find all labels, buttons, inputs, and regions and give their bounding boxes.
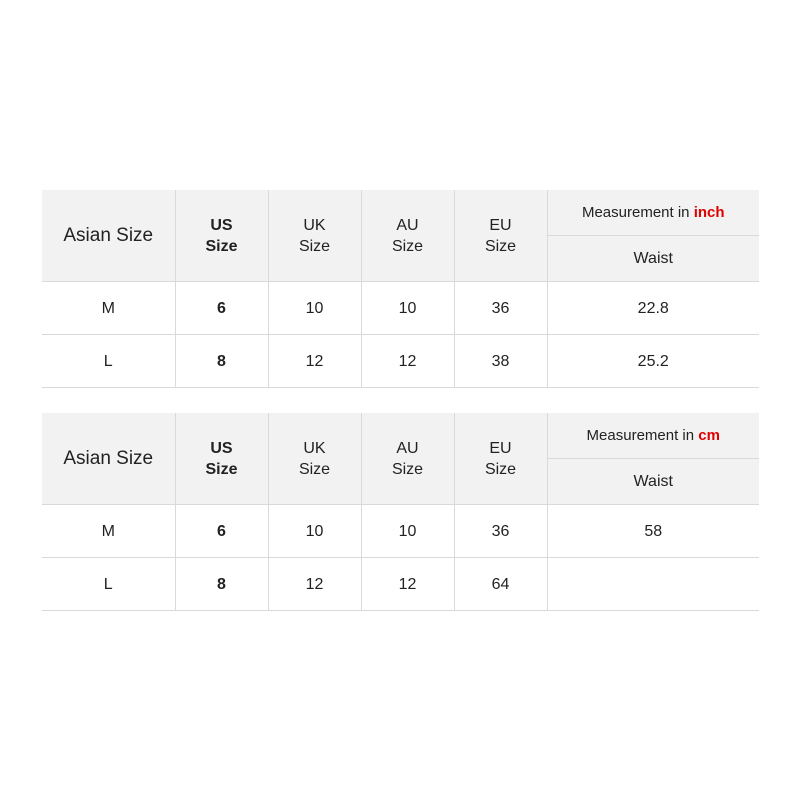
size-chart-inch (42, 190, 759, 388)
us-size-cell: 6 (175, 505, 268, 558)
uk-size-cell: 12 (268, 558, 361, 611)
eu-size-header-line2: Size (484, 460, 517, 478)
au-size-cell: 10 (361, 282, 454, 335)
uk-size-cell: 10 (268, 282, 361, 335)
asian-size-header: Asian Size (42, 413, 175, 505)
asian-size-cell: M (42, 505, 175, 558)
measurement-header (547, 413, 759, 459)
uk-size-header-line1: UK (303, 216, 326, 234)
au-size-header-line1: AU (396, 439, 419, 457)
measurement-prefix: Measurement in (586, 427, 699, 444)
waist-cell: 22.8 (547, 282, 759, 335)
measurement-prefix: Measurement in (581, 204, 694, 221)
eu-size-header-line2: Size (484, 237, 517, 255)
table-row (42, 505, 759, 558)
uk-size-header-line2: Size (298, 460, 331, 478)
measurement-unit: cm (698, 427, 720, 444)
waist-cell: 25.2 (547, 335, 759, 388)
table-row (42, 282, 759, 335)
eu-size-header-line1: EU (489, 216, 512, 234)
au-size-header-line2: Size (391, 237, 424, 255)
asian-size-cell: L (42, 558, 175, 611)
us-size-header-line1: US (210, 439, 233, 457)
measurement-unit: inch (693, 204, 725, 221)
us-size-header-line1: US (210, 216, 233, 234)
asian-size-cell: M (42, 282, 175, 335)
eu-size-cell: 36 (454, 505, 547, 558)
waist-header: Waist (547, 236, 759, 282)
au-size-cell: 12 (361, 335, 454, 388)
au-size-header (361, 413, 454, 505)
eu-size-cell: 36 (454, 282, 547, 335)
us-size-cell: 8 (175, 558, 268, 611)
us-size-header-line2: Size (205, 237, 238, 255)
uk-size-cell: 10 (268, 505, 361, 558)
us-size-header-line2: Size (205, 460, 238, 478)
au-size-header-line2: Size (391, 460, 424, 478)
waist-header: Waist (547, 459, 759, 505)
uk-size-header-line1: UK (303, 439, 326, 457)
au-size-header-line1: AU (396, 216, 419, 234)
eu-size-cell: 38 (454, 335, 547, 388)
eu-size-header-line1: EU (489, 439, 512, 457)
measurement-header (547, 190, 759, 236)
eu-size-cell: 64 (454, 558, 547, 611)
au-size-cell: 12 (361, 558, 454, 611)
table-row (42, 335, 759, 388)
au-size-header (361, 190, 454, 282)
uk-size-header (268, 190, 361, 282)
asian-size-header: Asian Size (42, 190, 175, 282)
waist-cell: 58 (547, 505, 759, 558)
us-size-header (175, 413, 268, 505)
us-size-cell: 6 (175, 282, 268, 335)
au-size-cell: 10 (361, 505, 454, 558)
us-size-header (175, 190, 268, 282)
uk-size-header (268, 413, 361, 505)
waist-cell (547, 558, 759, 611)
asian-size-cell: L (42, 335, 175, 388)
eu-size-header (454, 413, 547, 505)
us-size-cell: 8 (175, 335, 268, 388)
eu-size-header (454, 190, 547, 282)
size-chart-cm (42, 413, 759, 611)
uk-size-header-line2: Size (298, 237, 331, 255)
uk-size-cell: 12 (268, 335, 361, 388)
table-row (42, 558, 759, 611)
